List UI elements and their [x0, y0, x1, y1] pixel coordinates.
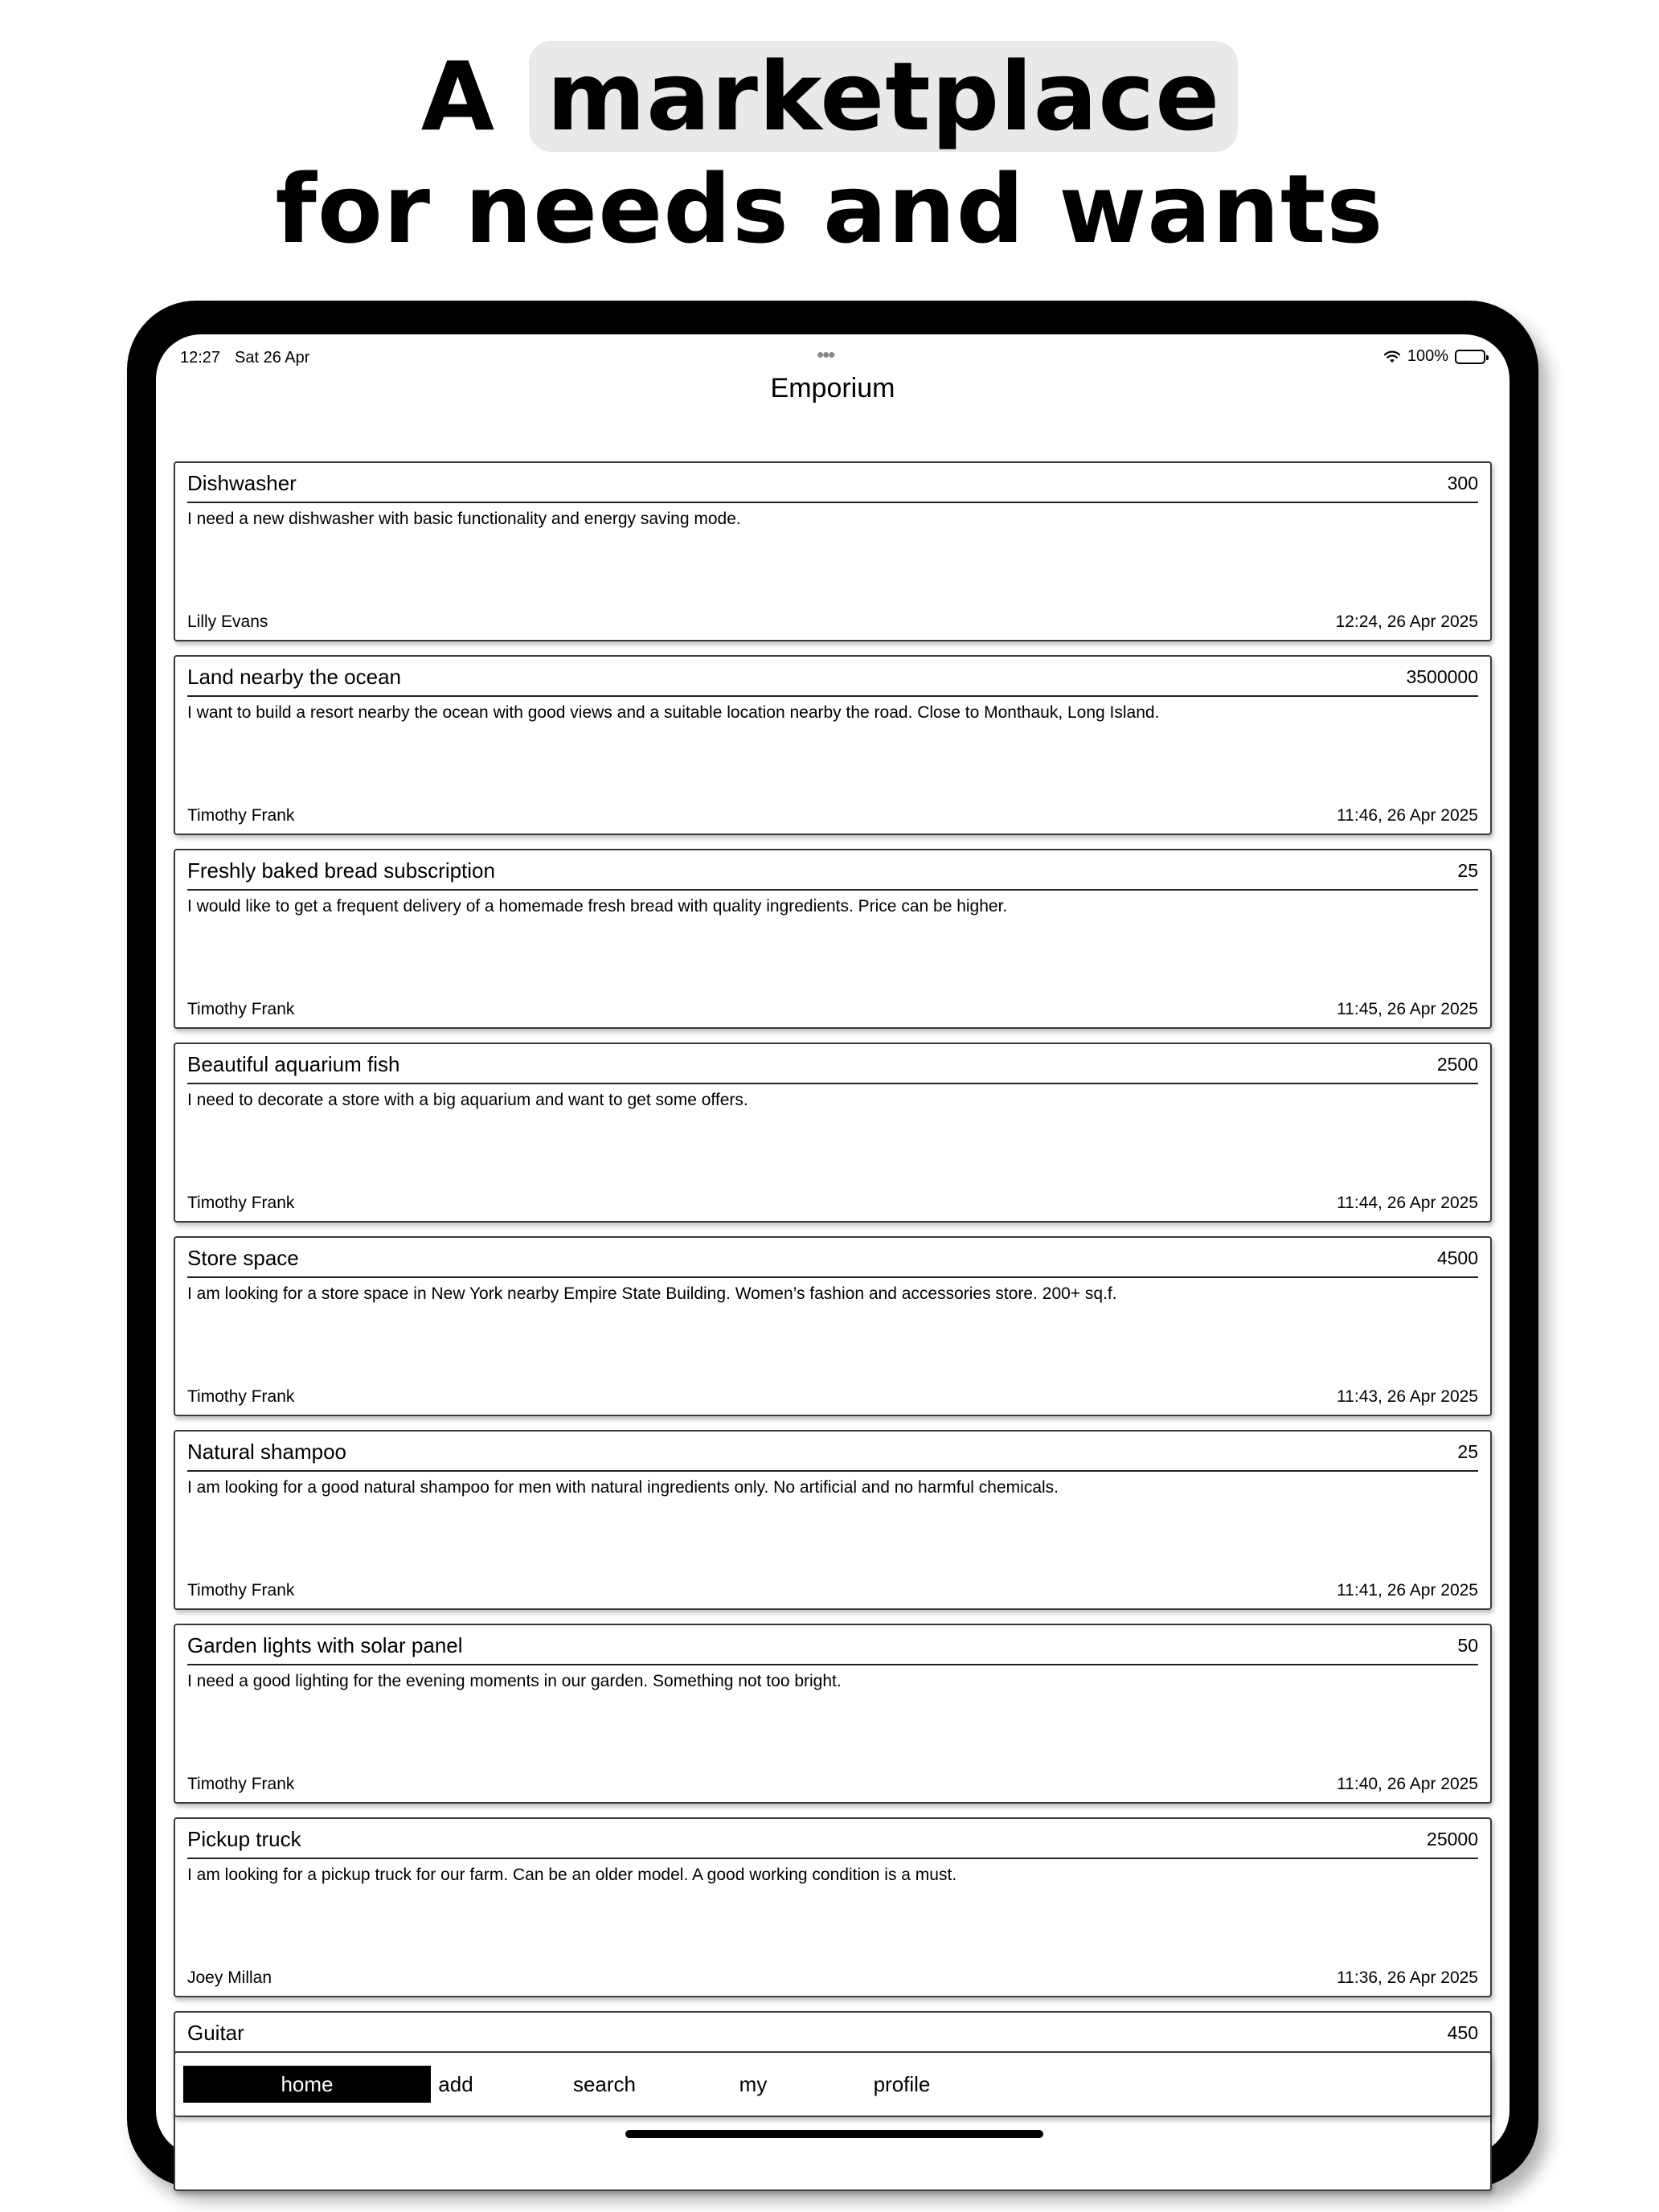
- listing-author: Lilly Evans: [187, 612, 268, 631]
- listing-timestamp: 12:24, 26 Apr 2025: [1335, 612, 1478, 631]
- marketing-headline: [0, 40, 1659, 265]
- listing-description: I want to build a resort nearby the ocean with good views and a suitable location nearby the road. Close to Monthauk, Long Island.: [187, 703, 1160, 722]
- listing-title: Beautiful aquarium fish: [187, 1052, 400, 1076]
- listing-description: I need to decorate a store with a big aquarium and want to get some offers.: [187, 1091, 748, 1109]
- listing-title: Pickup truck: [187, 1827, 301, 1851]
- listing-card[interactable]: [174, 1624, 1492, 1804]
- listing-description: I would like to get a frequent delivery of a homemade fresh bread with quality ingredients. Price can be higher.: [187, 897, 1008, 916]
- status-date: Sat 26 Apr: [235, 349, 310, 367]
- battery-percentage: 100%: [1407, 347, 1448, 365]
- headline-highlight: marketplace: [529, 41, 1238, 152]
- listing-timestamp: 11:45, 26 Apr 2025: [1337, 1000, 1478, 1018]
- listing-title: Natural shampoo: [187, 1440, 346, 1464]
- listing-price: 50: [1457, 1635, 1478, 1656]
- listing-card[interactable]: [174, 1817, 1492, 1997]
- listing-description: I need a good lighting for the evening moments in our garden. Something not too bright.: [187, 1672, 842, 1690]
- tab-my[interactable]: my: [739, 2072, 768, 2096]
- status-right-group: [1383, 347, 1485, 366]
- listing-card[interactable]: [174, 849, 1492, 1029]
- listing-price: 300: [1447, 473, 1478, 494]
- listing-title: Store space: [187, 1246, 299, 1270]
- listing-title: Freshly baked bread subscription: [187, 858, 495, 883]
- battery-icon: [1455, 350, 1485, 364]
- listing-card[interactable]: [174, 655, 1492, 835]
- listing-title: Dishwasher: [187, 471, 297, 495]
- listing-timestamp: 11:46, 26 Apr 2025: [1337, 806, 1478, 825]
- listing-title: Land nearby the ocean: [187, 665, 401, 689]
- listing-timestamp: 11:41, 26 Apr 2025: [1337, 1581, 1478, 1600]
- status-time: 12:27: [180, 349, 221, 367]
- listings-list[interactable]: [174, 461, 1492, 2045]
- tablet-frame: [127, 301, 1538, 2188]
- listing-divider: [187, 1470, 1478, 1472]
- home-indicator[interactable]: [625, 2130, 1043, 2138]
- listing-price: 450: [1447, 2022, 1478, 2043]
- listing-description: I am looking for a pickup truck for our farm. Can be an older model. A good working condition is a must.: [187, 1866, 957, 1884]
- tab-search[interactable]: search: [572, 2072, 637, 2096]
- listing-timestamp: 11:43, 26 Apr 2025: [1337, 1387, 1478, 1406]
- listing-card[interactable]: [174, 1236, 1492, 1416]
- tablet-screen: [156, 334, 1509, 2156]
- listing-author: Timothy Frank: [187, 1775, 295, 1793]
- listing-author: Joey Millan: [187, 1968, 272, 1987]
- listing-divider: [187, 1664, 1478, 1665]
- listing-card[interactable]: [174, 461, 1492, 641]
- listing-timestamp: 11:36, 26 Apr 2025: [1337, 1968, 1478, 1987]
- listing-author: Timothy Frank: [187, 1387, 295, 1406]
- tab-profile[interactable]: profile: [873, 2072, 931, 2096]
- bottom-tab-bar: [174, 2051, 1492, 2117]
- listing-card[interactable]: [174, 1043, 1492, 1223]
- listing-price: 2500: [1436, 1054, 1478, 1075]
- listing-author: Timothy Frank: [187, 1581, 295, 1600]
- headline-line-1: [0, 40, 1659, 153]
- listing-price: 25: [1457, 860, 1478, 881]
- tab-add[interactable]: add: [438, 2072, 473, 2096]
- listing-author: Timothy Frank: [187, 1194, 295, 1212]
- listing-divider: [187, 502, 1478, 503]
- listing-card[interactable]: [174, 1430, 1492, 1610]
- app-title: Emporium: [770, 373, 895, 403]
- headline-word-a: A: [420, 41, 496, 152]
- multitask-dots-icon[interactable]: •••: [817, 342, 834, 367]
- listing-description: I am looking for a store space in New York nearby Empire State Building. Women’s fashion and accessories store. 200+ sq.f.: [187, 1284, 1117, 1303]
- listing-divider: [187, 1858, 1478, 1859]
- listing-divider: [187, 695, 1478, 697]
- listing-price: 3500000: [1406, 666, 1478, 687]
- listing-description: I need a new dishwasher with basic functionality and energy saving mode.: [187, 510, 741, 528]
- listing-title: Garden lights with solar panel: [187, 1633, 463, 1657]
- listing-divider: [187, 1083, 1478, 1084]
- listing-author: Timothy Frank: [187, 1000, 295, 1018]
- listing-price: 25: [1457, 1441, 1478, 1462]
- listing-divider: [187, 889, 1478, 891]
- listing-timestamp: 11:40, 26 Apr 2025: [1337, 1775, 1478, 1793]
- listing-price: 25000: [1427, 1829, 1478, 1849]
- wifi-icon: [1383, 350, 1401, 364]
- listing-timestamp: 11:44, 26 Apr 2025: [1337, 1194, 1478, 1212]
- tab-home[interactable]: home: [183, 2066, 431, 2103]
- headline-line-2: for needs and wants: [275, 154, 1384, 264]
- listing-description: I am looking for a good natural shampoo for men with natural ingredients only. No artificial and no harmful chemicals.: [187, 1478, 1059, 1497]
- listing-divider: [187, 1276, 1478, 1278]
- listing-author: Timothy Frank: [187, 806, 295, 825]
- listing-price: 4500: [1436, 1247, 1478, 1268]
- listing-title: Guitar: [187, 2021, 244, 2045]
